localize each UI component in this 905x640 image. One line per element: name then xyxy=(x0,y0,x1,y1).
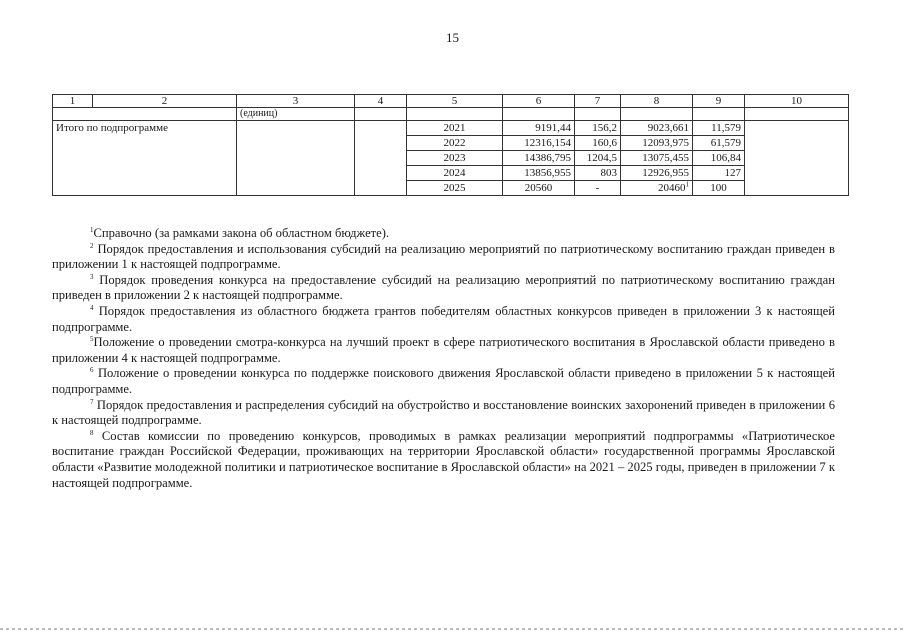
header-row xyxy=(53,95,849,108)
header-cell: 8 xyxy=(621,95,693,108)
footnote: $^3$ Порядок проведения конкурса на предоставление субсидий на реализацию мероприятий по патриотическому воспитанию граждан приведен в приложении 2 к настоящей подпрограмме. xyxy=(52,272,835,303)
value-cell: 9191,44 xyxy=(503,121,575,136)
footnote: $^2$ Порядок предоставления и использования субсидий на реализацию мероприятий по патриотическому воспитанию граждан приведен в приложении 1 к настоящей подпрограмме. xyxy=(52,241,835,272)
value-cell: 13075,455 xyxy=(621,151,693,166)
footnote: $^4$ Порядок предоставления из областного бюджета грантов победителям областных конкурсов приведен в приложении 3 к настоящей подпрограмме. xyxy=(52,303,835,334)
budget-table xyxy=(52,94,849,196)
value-cell: 12926,955 xyxy=(621,166,693,181)
value-cell: - xyxy=(575,181,621,196)
year-cell: 2025 xyxy=(407,181,503,196)
footnote: $^1$Справочно (за рамками закона об областном бюджете). xyxy=(90,225,390,240)
scan-artifact xyxy=(0,628,905,630)
year-cell: 2023 xyxy=(407,151,503,166)
header-cell: 2 xyxy=(93,95,237,108)
year-cell: 2022 xyxy=(407,136,503,151)
value-cell: 9023,661 xyxy=(621,121,693,136)
value-cell: 20560 xyxy=(503,181,575,196)
value-cell: 11,579 xyxy=(693,121,745,136)
footnotes xyxy=(52,226,835,491)
footnote: $^8$ Состав комиссии по проведению конкурсов, проводимых в рамках реализации мероприятий подпрограммы «Патриотическое воспитание граждан Российской Федерации, проживающих на территории Ярославской области» государственной программы Ярославской области «Развитие молодежной политики и патриотическое воспитание в Ярославской области» на 2021 – 2025 годы, приведен в приложении 7 к настоящей подпрограмме. xyxy=(52,428,835,490)
header-cell: 7 xyxy=(575,95,621,108)
value-cell: 61,579 xyxy=(693,136,745,151)
header-cell: 6 xyxy=(503,95,575,108)
page-number: 15 xyxy=(446,30,459,45)
unit-label: (единиц) xyxy=(237,108,355,121)
value-cell: 100 xyxy=(693,181,745,196)
unit-row xyxy=(53,108,849,121)
table-row xyxy=(53,121,849,136)
total-label: Итого по подпрограмме xyxy=(53,121,237,196)
value-cell: 12316,154 xyxy=(503,136,575,151)
value-cell: 13856,955 xyxy=(503,166,575,181)
header-cell: 4 xyxy=(355,95,407,108)
footnote: $^6$ Положение о проведении конкурса по поддержке поискового движения Ярославской области приведено в приложении 5 к настоящей подпрограмме. xyxy=(52,366,835,396)
header-cell: 9 xyxy=(693,95,745,108)
value-cell: 803 xyxy=(575,166,621,181)
value-cell: 14386,795 xyxy=(503,151,575,166)
value-cell: 156,2 xyxy=(575,121,621,136)
header-cell: 3 xyxy=(237,95,355,108)
footnote: $^5$Положение о проведении смотра-конкурса на лучший проект в сфере патриотического воспитания в Ярославской области приведено в приложении 4 к настоящей подпрограмме. xyxy=(52,334,835,365)
value-cell: 20460$^1$ xyxy=(621,181,693,196)
header-cell: 1 xyxy=(53,95,93,108)
value-cell: 160,6 xyxy=(575,136,621,151)
year-cell: 2021 xyxy=(407,121,503,136)
value-cell: 1204,5 xyxy=(575,151,621,166)
value-cell: 106,84 xyxy=(693,151,745,166)
header-cell: 10 xyxy=(745,95,849,108)
value-cell: 12093,975 xyxy=(621,136,693,151)
year-cell: 2024 xyxy=(407,166,503,181)
header-cell: 5 xyxy=(407,95,503,108)
value-cell: 127 xyxy=(693,166,745,181)
footnote: $^7$ Порядок предоставления и распределения субсидий на обустройство и восстановление воинских захоронений приведен в приложении 6 к настоящей подпрограмме. xyxy=(52,397,835,428)
